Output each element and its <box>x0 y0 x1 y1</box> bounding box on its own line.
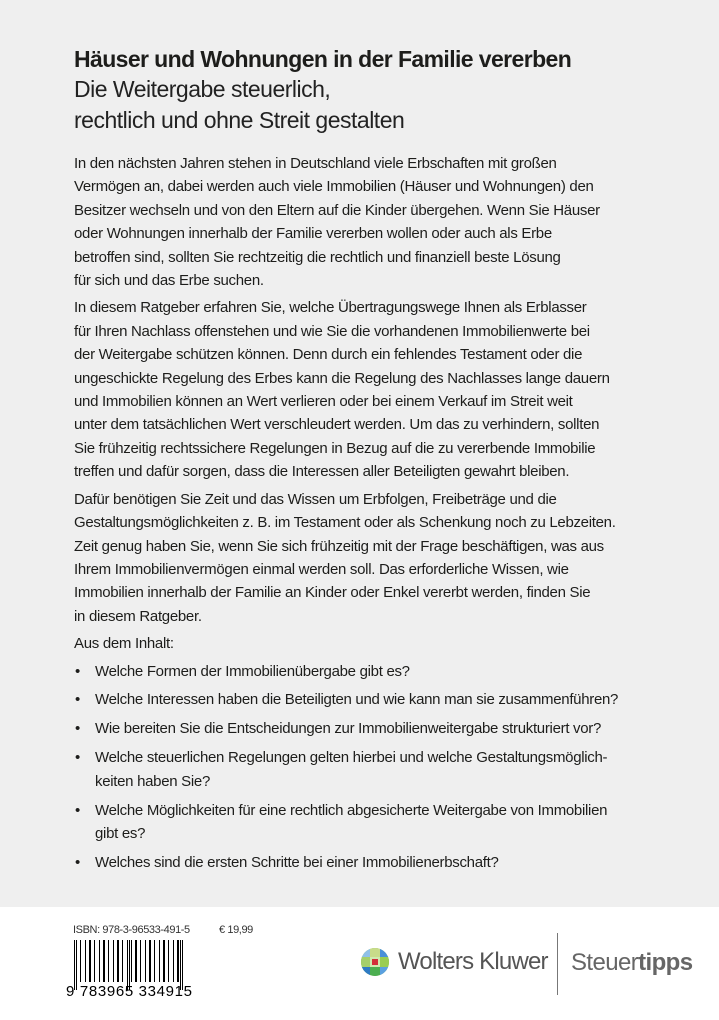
text-line: der Weitergabe schützen können. Denn durch ein fehlendes Testament oder die <box>74 346 583 364</box>
contents-lead: Aus dem Inhalt: <box>74 635 174 653</box>
subtitle-line: Die Weitergabe steuerlich, <box>74 76 331 102</box>
list-item-text: keiten haben Sie? <box>95 772 210 790</box>
publisher-logo <box>360 947 548 977</box>
bullet-icon: • <box>75 720 81 738</box>
text-line: Ihrem Immobilienvermögen einmal werden soll. Das erforderliche Wissen, wie <box>74 560 569 578</box>
barcode-bar <box>163 940 165 982</box>
barcode-bar <box>94 940 95 982</box>
text-line: ungeschickte Regelung des Erbes kann die Regelung des Nachlasses lange dauern <box>74 369 610 387</box>
barcode-bar <box>177 940 179 982</box>
barcode-bar <box>154 940 155 982</box>
text-line: Besitzer wechseln und von den Eltern auf die Kinder übergehen. Wenn Sie Häuser <box>74 201 600 219</box>
text-line: Zeit genug haben Sie, wenn Sie sich frühzeitig mit der Frage beschäftigen, was aus <box>74 537 604 555</box>
text-line: unter dem tatsächlichen Wert verschleudert werden. Um das zu verhindern, sollten <box>74 416 600 434</box>
list-item <box>74 660 674 683</box>
barcode-digits: 9 783965 334915 <box>66 983 192 998</box>
list-item <box>74 746 674 793</box>
text-line: Immobilien innerhalb der Familie an Kinder oder Enkel vererbt werden, finden Sie <box>74 584 591 602</box>
text-line: für Ihren Nachlass offenstehen und wie Sie die vorhandenen Immobilienwerte bei <box>74 322 590 340</box>
book-title: Häuser und Wohnungen in der Familie vererben <box>74 46 572 72</box>
text-line: Vermögen an, dabei werden auch viele Immobilien (Häuser und Wohnungen) den <box>74 178 594 196</box>
logo-divider <box>557 933 558 995</box>
barcode-bar <box>168 940 169 982</box>
bullet-icon: • <box>75 662 81 680</box>
contents-list <box>74 660 674 875</box>
paragraph <box>74 488 674 628</box>
barcode-bar <box>149 940 151 982</box>
text-line: oder Wohnungen innerhalb der Familie vererben wollen oder auch als Erbe <box>74 225 552 243</box>
text-line: In diesem Ratgeber erfahren Sie, welche Übertragungswege Ihnen als Erblasser <box>74 299 587 317</box>
list-item-text: Welche Formen der Immobilienübergabe gibt es? <box>95 662 410 680</box>
isbn: ISBN: 978-3-96533-491-5 <box>73 924 190 936</box>
barcode-bar <box>117 940 119 982</box>
barcode-bar <box>80 940 81 982</box>
text-line: In den nächsten Jahren stehen in Deutschland viele Erbschaften mit großen <box>74 155 557 172</box>
price: € 19,99 <box>219 924 253 936</box>
series-name-light: Steuer <box>571 949 639 976</box>
bullet-icon: • <box>75 691 81 709</box>
list-item <box>74 717 674 740</box>
text-line: in diesem Ratgeber. <box>74 607 202 625</box>
series-name-bold: tipps <box>638 949 693 976</box>
subtitle-line: rechtlich und ohne Streit gestalten <box>74 107 405 133</box>
text-line: Gestaltungsmöglichkeiten z. B. im Testament oder als Schenkung noch zu Lebzeiten. <box>74 514 616 532</box>
list-item <box>74 799 674 846</box>
text-line: treffen und dafür sorgen, dass die Interessen aller Beteiligten gewahrt bleiben. <box>74 463 570 481</box>
barcode-bar <box>108 940 109 982</box>
back-cover-text <box>74 44 674 880</box>
barcode-bar <box>103 940 105 982</box>
list-item-text: Welches sind die ersten Schritte bei einer Immobilienerbschaft? <box>95 853 499 871</box>
text-line: und Immobilien können an Wert verlieren oder bei einem Verkauf im Streit weit <box>74 393 573 411</box>
barcode-bar <box>159 940 160 982</box>
bullet-icon: • <box>75 801 81 819</box>
barcode-bar <box>85 940 86 982</box>
wolters-kluwer-globe-icon <box>360 947 390 977</box>
barcode-bar <box>89 940 91 982</box>
paragraph <box>74 152 674 292</box>
barcode-bar <box>145 940 146 982</box>
barcode-bar <box>131 940 132 982</box>
barcode-bar <box>122 940 123 982</box>
text-line: Dafür benötigen Sie Zeit und das Wissen um Erbfolgen, Freibeträge und die <box>74 490 557 508</box>
barcode <box>64 940 196 998</box>
barcode-bar <box>140 940 141 982</box>
barcode-bar <box>135 940 137 982</box>
list-item-text: Welche steuerlichen Regelungen gelten hierbei und welche Gestaltungsmöglich- <box>95 749 608 767</box>
list-item-text: Welche Interessen haben die Beteiligten und wie kann man sie zusammenführen? <box>95 691 619 709</box>
publisher-name: Wolters Kluwer <box>398 948 548 975</box>
list-item-text: Welche Möglichkeiten für eine rechtlich abgesicherte Weitergabe von Immobilien <box>95 801 608 819</box>
paragraph <box>74 296 674 483</box>
footer <box>0 907 719 1020</box>
list-item-text: Wie bereiten Sie die Entscheidungen zur Immobilienweitergabe strukturiert vor? <box>95 720 602 738</box>
barcode-bar <box>99 940 100 982</box>
text-line: für sich und das Erbe suchen. <box>74 272 264 290</box>
bullet-icon: • <box>75 853 81 871</box>
series-logo <box>571 949 692 977</box>
barcode-bar <box>173 940 174 982</box>
list-item <box>74 688 674 711</box>
list-item <box>74 851 674 874</box>
barcode-bar <box>113 940 114 982</box>
text-line: betroffen sind, sollten Sie rechtzeitig die rechtlich und finanziell beste Lösung <box>74 248 561 266</box>
list-item-text: gibt es? <box>95 824 146 842</box>
text-line: Sie frühzeitig rechtssichere Regelungen in Bezug auf die zu vererbende Immobilie <box>74 439 596 457</box>
bullet-icon: • <box>75 749 81 767</box>
